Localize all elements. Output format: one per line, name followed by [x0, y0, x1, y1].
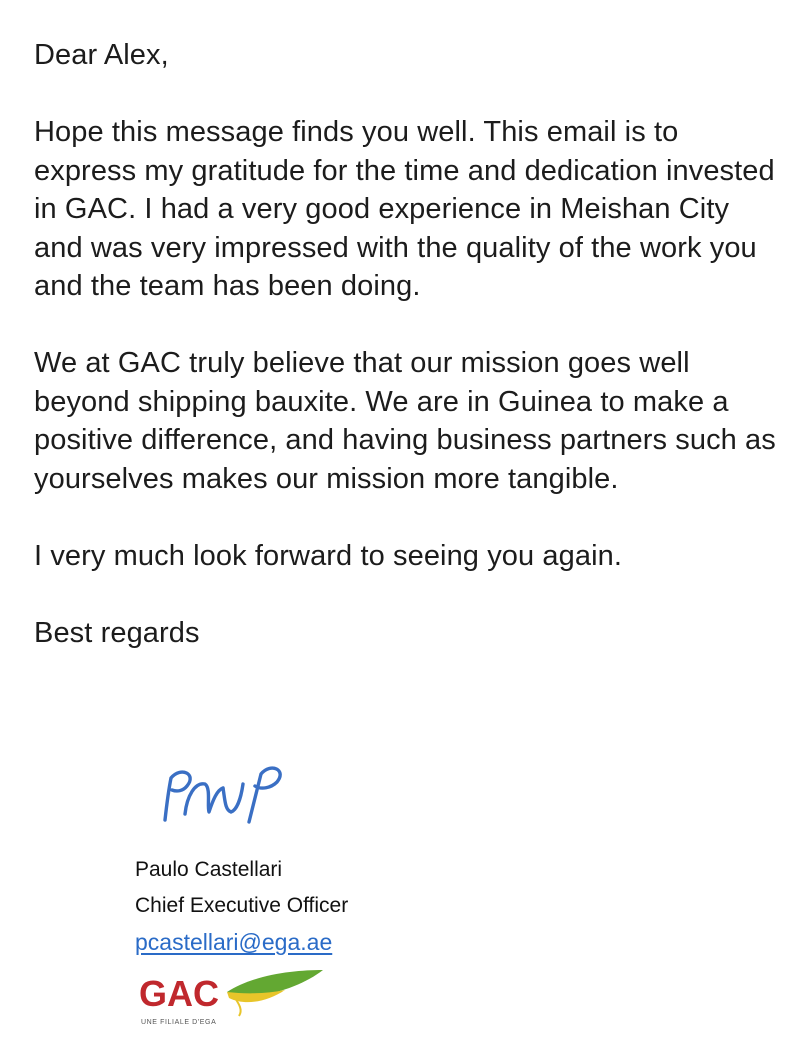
- signature-title: Chief Executive Officer: [135, 894, 349, 917]
- email-paragraph-1: Hope this message finds you well. This email is to express my gratitude for the time and dedication invested in GAC. I had a very good experience in Meishan City and was very impressed with the quality of the work you and the team has been doing.: [34, 116, 775, 302]
- gac-logo: [135, 964, 335, 1034]
- signature-name: Paulo Castellari: [135, 858, 283, 881]
- email-closing: Best regards: [34, 616, 200, 649]
- handwritten-signature: [157, 760, 307, 840]
- signature-email-link[interactable]: pcastellari@ega.ae: [135, 929, 333, 955]
- email-greeting: Dear Alex,: [34, 39, 169, 71]
- svg-text:GAC: GAC: [139, 973, 219, 1014]
- svg-text:UNE FILIALE D'EGA: UNE FILIALE D'EGA: [141, 1019, 217, 1026]
- email-body: [34, 36, 784, 691]
- email-paragraph-2: We at GAC truly believe that our mission goes well beyond shipping bauxite. We are in Guinea to make a positive difference, and having business partners such as yourselves makes our mission more tangible.: [34, 347, 776, 495]
- email-paragraph-3: I very much look forward to seeing you again.: [34, 539, 623, 572]
- signature-block: [135, 760, 535, 1034]
